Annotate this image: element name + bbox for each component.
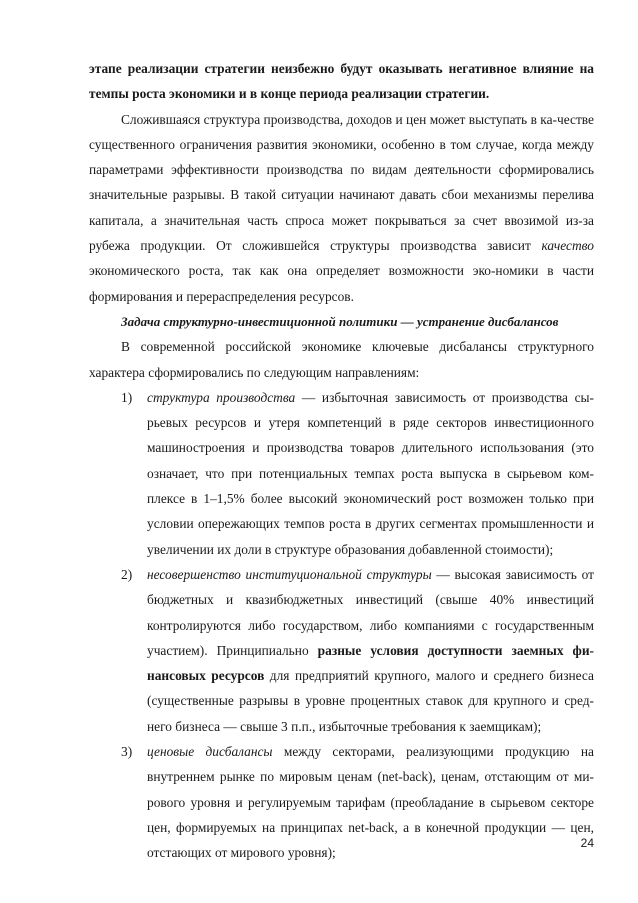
subheading: Задача структурно-инвестиционной политики — устранение дисбалансов — [121, 313, 559, 329]
list-body — [121, 562, 594, 739]
intro-bold-text: этапе реализации стратегии неизбежно будут оказывать негативное влияние на темпы роста экономики и в конце периода реализации стратегии. — [89, 61, 594, 102]
list-item-italic: структура производства — [147, 389, 296, 405]
list-item-text: — избыточная зависимость от производства сы-рьевых ресурсов и утеря компетенций в ряде секторов инвестиционного машиностроения и производства товаров длительного использования (это означает, что при потенциальных темпах роста выпуска в сырьевом ком-плексе в 1–1,5% более высокий экономический рост возможен только при условии опережающих темпов роста в других сегментах промышленности и увеличении их доли в структуре образования добавленной стоимости); — [147, 389, 595, 557]
list-body — [121, 739, 594, 865]
list-number: 1) — [121, 389, 133, 405]
list-item-1 — [89, 385, 594, 562]
list-body — [121, 385, 594, 562]
list-item-bold: разные условия доступности заемных фи-нансовых ресурсов — [147, 642, 594, 684]
imbalance-list — [89, 385, 594, 866]
paragraph-structure-italic: качество — [541, 238, 594, 254]
paragraph-structure-text-2: экономического роста, так как она определяет возможности эко-номики в части формирования и перераспределения ресурсов. — [89, 263, 594, 304]
list-item-3 — [89, 739, 594, 865]
list-item-italic: несовершенство институциональной структуры — [147, 566, 432, 582]
list-item-text: между секторами, реализующими продукцию на внутреннем рынке по мировым ценам (net-back), ценам, отстающим от ми-рового уровня и регулируемым тарифам (преобладание в сырьевом секторе цен, формируемых на принципах net-back, а в конечной продукции — цен, отстающих от мирового уровня); — [147, 744, 594, 861]
list-item-text-before-bold: — высокая зависимость от бюджетных и квазибюджетных инвестиций (свыше 40% инвестиций контролируются либо государством, либо компаниями с государственным участием). Принципиально — [147, 566, 594, 658]
list-item-italic: ценовые дисбалансы — [147, 744, 273, 760]
list-item-text-after-bold: для предприятий крупного, малого и среднего бизнеса (существенные разрывы в уровне процентных ставок для крупного и сред-него бизнеса — свыше 3 п.п., избыточные требования к заемщикам); — [147, 668, 594, 734]
paragraph-structure-text-1: Сложившаяся структура производства, доходов и цен может выступать в ка-честве существенного ограничения развития экономики, особенно в том случае, когда между параметрами эффективности производства по видам деятельности сформировались значительные разрывы. В такой ситуации начинают давать сбои механизмы перелива капитала, а значительная часть спроса может покрываться за счет ввозимой из-за рубежа продукции. От сложившейся структуры производства зависит — [89, 111, 594, 254]
page-number: 24 — [580, 836, 594, 850]
paragraph-imbalances: В современной российской экономике ключевые дисбалансы структурного характера сформировались по следующим направлениям: — [89, 339, 594, 380]
list-number: 2) — [121, 566, 133, 582]
list-item-2 — [89, 562, 594, 739]
list-number: 3) — [121, 744, 133, 760]
paragraph-structure — [89, 107, 594, 309]
